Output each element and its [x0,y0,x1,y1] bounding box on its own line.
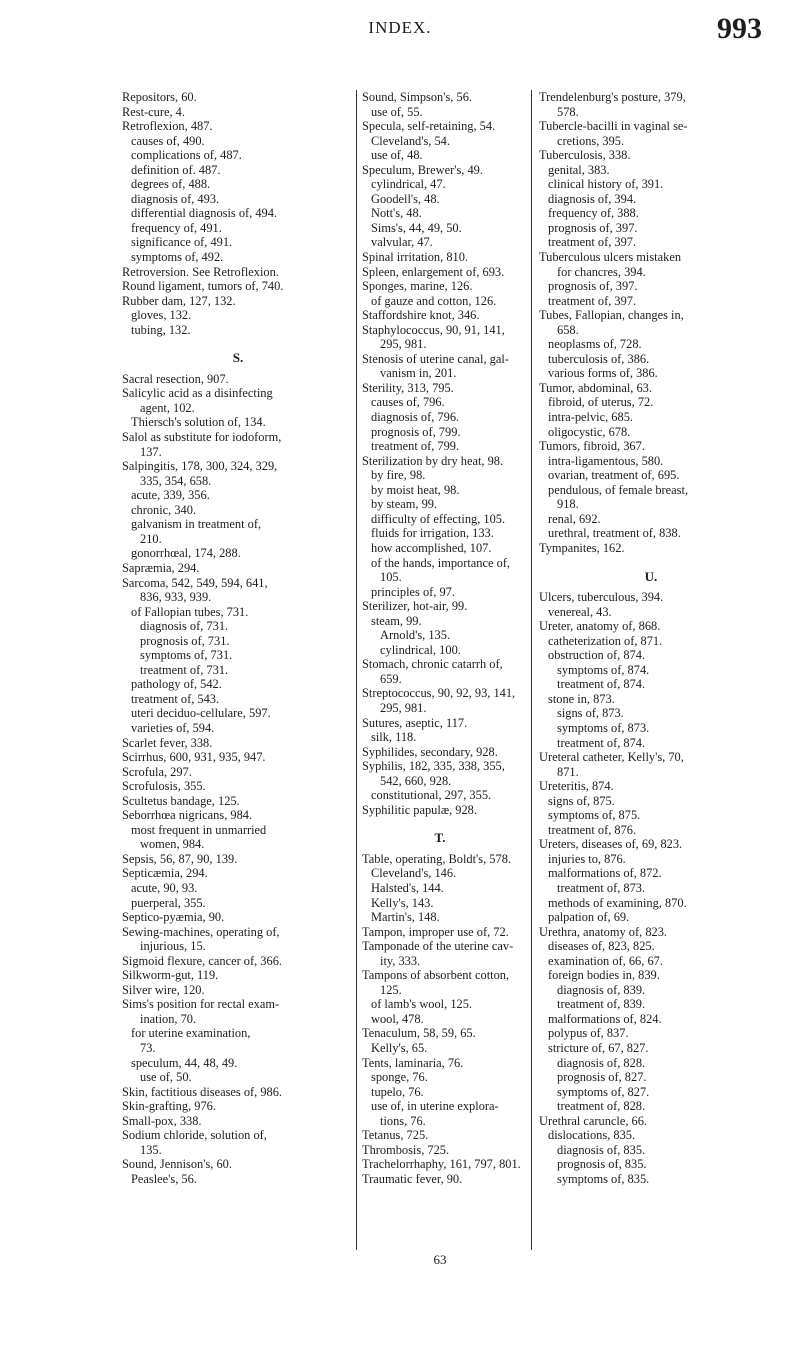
index-entry: Tumor, abdominal, 63. [539,380,652,395]
index-entry: Silkworm-gut, 119. [122,968,219,983]
column-divider [531,90,532,1250]
index-entry: Sterilizer, hot-air, 99. [362,599,468,614]
index-subentry: diagnosis of, 835. [557,1142,646,1157]
index-subentry: diseases of, 823, 825. [548,939,655,954]
index-subentry: sponge, 76. [371,1070,428,1085]
index-entry: Sewing-machines, operating of, [122,924,280,939]
index-subentry: 137. [140,444,162,459]
index-subentry: prognosis of, 397. [548,279,638,294]
index-subentry: frequency of, 388. [548,206,639,221]
index-subentry: of gauze and cotton, 126. [371,293,497,308]
index-subentry: pathology of, 542. [131,677,222,692]
index-subentry: of lamb's wool, 125. [371,997,473,1012]
index-subentry: silk, 118. [371,730,417,745]
index-entry: Septico-pyæmia, 90. [122,910,225,925]
index-subentry: cylindrical, 47. [371,177,446,192]
index-subentry: signs of, 875. [548,793,615,808]
index-subentry: injurious, 15. [140,939,206,954]
index-subentry: 105. [380,570,402,585]
index-entry: Scrofula, 297. [122,764,192,779]
index-entry: Ureteral catheter, Kelly's, 70, [539,750,684,765]
index-subentry: cylindrical, 100. [380,642,461,657]
page-header [0,0,800,50]
index-subentry: significance of, 491. [131,235,233,250]
index-subentry: of Fallopian tubes, 731. [131,604,249,619]
index-entry: Scrofulosis, 355. [122,779,206,794]
index-entry: Tenaculum, 58, 59, 65. [362,1026,476,1041]
index-subentry: palpation of, 69. [548,910,630,925]
index-subentry: wool, 478. [371,1011,424,1026]
index-entry: Sims's position for rectal exam- [122,997,280,1012]
running-title: INDEX. [368,18,432,37]
index-entry: Ureters, diseases of, 69, 823. [539,837,683,852]
index-subentry: for chancres, 394. [557,264,646,279]
index-subentry: various forms of, 386. [548,366,658,381]
index-subentry: diagnosis of, 731. [140,619,229,634]
index-subentry: treatment of, 876. [548,822,637,837]
index-subentry: Nott's, 48. [371,206,422,221]
index-entry: Sacral resection, 907. [122,371,229,386]
index-entry: Tubes, Fallopian, changes in, [539,308,684,323]
index-entry: Tuberculosis, 338. [539,148,631,163]
index-entry: Ulcers, tuberculous, 394. [539,590,664,605]
index-subentry: puerperal, 355. [131,895,206,910]
index-subentry: principles of, 97. [371,584,455,599]
index-subentry: stricture of, 67, 827. [548,1041,649,1055]
index-subentry: 578. [557,104,579,119]
index-subentry: obstruction of, 874. [548,648,646,663]
index-entry: Trachelorrhaphy, 161, 797, 801. [362,1157,521,1172]
index-entry: Repositors, 60. [122,90,197,104]
index-subentry: treatment of, 397. [548,235,637,250]
index-subentry: by steam, 99. [371,497,438,512]
index-entry: Rest-cure, 4. [122,104,185,119]
index-subentry: Kelly's, 143. [371,895,434,910]
index-subentry: tupelo, 76. [371,1084,424,1099]
index-column-2 [362,90,521,1186]
index-subentry: varieties of, 594. [131,720,215,735]
index-subentry: symptoms of, 492. [131,250,224,265]
index-subentry: causes of, 796. [371,395,445,410]
index-subentry: fibroid, of uterus, 72. [548,395,654,410]
index-subentry: prognosis of, 731. [140,633,230,648]
index-subentry: injuries to, 876. [548,851,626,866]
index-subentry: intra-ligamentous, 580. [548,453,664,468]
index-entry: Tuberculous ulcers mistaken [539,250,682,265]
index-subentry: 871. [557,764,579,779]
index-entry: Rubber dam, 127, 132. [122,293,236,308]
index-subentry: use of, 50. [140,1070,192,1085]
index-entry: Scirrhus, 600, 931, 935, 947. [122,750,266,765]
index-column-1 [122,90,354,1186]
index-subentry: symptoms of, 875. [548,808,641,823]
index-entry: Sutures, aseptic, 117. [362,715,468,730]
index-subentry: 836, 933, 939. [140,590,212,605]
index-subentry: 658. [557,322,579,337]
index-subentry: treatment of, 874. [557,735,646,750]
index-entry: Salpingitis, 178, 300, 324, 329, [122,459,278,474]
index-subentry: clinical history of, 391. [548,177,664,192]
index-subentry: valvular, 47. [371,235,433,250]
index-subentry: how accomplished, 107. [371,540,492,555]
index-subentry: 295, 981. [380,700,427,715]
index-entry: Seborrhœa nigricans, 984. [122,808,253,823]
index-subentry: vanism in, 201. [380,366,457,381]
signature-number: 63 [433,1252,447,1267]
index-entry: Urethra, anatomy of, 823. [539,924,667,939]
index-subentry: ity, 333. [380,953,421,968]
index-subentry: complications of, 487. [131,148,242,163]
index-entry: Sodium chloride, solution of, [122,1128,267,1143]
index-subentry: malformations of, 824. [548,1011,662,1026]
index-subentry: 295, 981. [380,337,427,352]
index-entry: Stomach, chronic catarrh of, [362,657,503,672]
index-subentry: polypus of, 837. [548,1026,629,1041]
index-entry: Sigmoid flexure, cancer of, 366. [122,953,282,968]
index-subentry: tubing, 132. [131,322,191,337]
index-entry: Sound, Simpson's, 56. [362,90,472,104]
index-subentry: ination, 70. [140,1011,197,1026]
index-subentry: 135. [140,1142,162,1157]
index-subentry: treatment of, 397. [548,293,637,308]
index-entry: Staffordshire knot, 346. [362,308,480,323]
index-subentry: of the hands, importance of, [371,555,511,570]
index-entry: Small-pox, 338. [122,1113,202,1128]
index-subentry: tuberculosis of, 386. [548,351,650,366]
index-entry: Speculum, Brewer's, 49. [362,162,483,177]
index-subentry: malformations of, 872. [548,866,662,881]
index-entry: Tampon, improper use of, 72. [362,924,509,939]
index-subentry: steam, 99. [371,613,422,628]
index-entry: Tents, laminaria, 76. [362,1055,464,1070]
index-subentry: prognosis of, 835. [557,1157,647,1172]
index-subentry: diagnosis of, 796. [371,410,460,425]
index-subentry: treatment of, 874. [557,677,646,692]
index-subentry: symptoms of, 835. [557,1171,650,1186]
index-entry: Tympanites, 162. [539,540,625,555]
index-subentry: stone in, 873. [548,691,615,706]
index-subentry: use of, 55. [371,104,423,119]
index-subentry: gonorrhœal, 174, 288. [131,546,241,561]
index-subentry: 335, 354, 658. [140,473,212,488]
index-subentry: treatment of, 873. [557,880,646,895]
index-entry: Specula, self-retaining, 54. [362,119,496,134]
index-entry: Stenosis of uterine canal, gal- [362,351,509,366]
index-subentry: examination of, 66, 67. [548,953,663,968]
index-entry: Retroversion. See Retroflexion. [122,264,279,279]
index-subentry: 659. [380,671,402,686]
index-entry: Streptococcus, 90, 92, 93, 141, [362,686,516,701]
index-subentry: oligocystic, 678. [548,424,631,439]
index-subentry: 210. [140,531,162,546]
index-subentry: symptoms of, 874. [557,662,650,677]
index-subentry: Sims's, 44, 49, 50. [371,220,462,235]
index-subentry: pendulous, of female breast, [548,482,689,497]
index-entry: Sterilization by dry heat, 98. [362,453,504,468]
index-subentry: cretions, 395. [557,133,625,148]
index-entry: Tampons of absorbent cotton, [362,968,510,983]
index-subentry: causes of, 490. [131,133,205,148]
index-subentry: by fire, 98. [371,468,426,483]
index-subentry: treatment of, 839. [557,997,646,1012]
index-subentry: speculum, 44, 48, 49. [131,1055,238,1070]
section-letter: S. [232,350,244,366]
index-subentry: diagnosis of, 394. [548,191,637,206]
index-subentry: treatment of, 731. [140,662,229,677]
index-subentry: neoplasms of, 728. [548,337,642,352]
index-subentry: methods of examining, 870. [548,895,687,910]
index-subentry: galvanism in treatment of, [131,517,262,532]
index-entry: Trendelenburg's posture, 379, [539,90,686,104]
index-subentry: renal, 692. [548,511,601,526]
index-column-3 [539,90,763,1186]
index-subentry: 542, 660, 928. [380,773,452,788]
index-entry: Table, operating, Boldt's, 578. [362,851,511,866]
index-entry: Round ligament, tumors of, 740. [122,279,284,294]
index-entry: Urethral caruncle, 66. [539,1113,648,1128]
index-subentry: treatment of, 543. [131,691,220,706]
index-subentry: venereal, 43. [548,604,612,619]
index-subentry: intra-pelvic, 685. [548,410,633,425]
index-entry: Sponges, marine, 126. [362,279,473,294]
index-subentry: most frequent in unmarried [131,822,267,837]
index-entry: Thrombosis, 725. [362,1142,450,1157]
index-entry: Sepsis, 56, 87, 90, 139. [122,851,238,866]
index-subentry: use of, 48. [371,148,423,163]
index-subentry: Goodell's, 48. [371,191,440,206]
index-subentry: 73. [140,1041,156,1055]
index-subentry: Thiersch's solution of, 134. [131,415,266,430]
index-entry: Sapræmia, 294. [122,560,200,575]
index-subentry: symptoms of, 731. [140,648,233,663]
index-subentry: symptoms of, 873. [557,720,650,735]
signature-mark [0,1252,800,1268]
index-entry: Salicylic acid as a disinfecting [122,386,273,401]
index-subentry: diagnosis of, 493. [131,191,220,206]
index-subentry: by moist heat, 98. [371,482,460,497]
index-entry: Tamponade of the uterine cav- [362,939,514,954]
index-entry: Syphilis, 182, 335, 338, 355, [362,759,505,774]
index-subentry: tions, 76. [380,1113,426,1128]
index-entry: Tetanus, 725. [362,1128,429,1143]
index-subentry: Cleveland's, 54. [371,133,450,148]
index-subentry: degrees of, 488. [131,177,211,192]
index-subentry: catheterization of, 871. [548,633,663,648]
index-entry: Salol as substitute for iodoform, [122,430,282,445]
index-subentry: gloves, 132. [131,308,192,323]
index-subentry: acute, 90, 93. [131,880,198,895]
index-subentry: foreign bodies in, 839. [548,968,660,983]
index-subentry: Kelly's, 65. [371,1041,428,1055]
index-subentry: difficulty of effecting, 105. [371,511,506,526]
index-subentry: use of, in uterine explora- [371,1099,499,1114]
index-subentry: diagnosis of, 828. [557,1055,646,1070]
index-subentry: 125. [380,982,402,997]
index-entry: Spleen, enlargement of, 693. [362,264,505,279]
index-subentry: ovarian, treatment of, 695. [548,468,680,483]
index-subentry: women, 984. [140,837,205,852]
index-subentry: Peaslee's, 56. [131,1171,197,1186]
index-subentry: treatment of, 828. [557,1099,646,1114]
index-subentry: prognosis of, 827. [557,1070,647,1085]
index-subentry: chronic, 340. [131,502,197,517]
index-subentry: dislocations, 835. [548,1128,636,1143]
index-entry: Scarlet fever, 338. [122,735,213,750]
section-letter: U. [644,568,658,584]
index-entry: Sterility, 313, 795. [362,380,454,395]
index-subentry: diagnosis of, 839. [557,982,646,997]
index-entry: Syphilides, secondary, 928. [362,744,498,759]
index-subentry: symptoms of, 827. [557,1084,650,1099]
index-entry: Septicæmia, 294. [122,866,208,881]
index-subentry: constitutional, 297, 355. [371,788,492,803]
index-entry: Skin-grafting, 976. [122,1099,216,1114]
index-entry: Tubercle-bacilli in vaginal se- [539,119,688,134]
index-subentry: fluids for irrigation, 133. [371,526,494,541]
index-subentry: Martin's, 148. [371,910,440,925]
index-subentry: for uterine examination, [131,1026,251,1041]
index-entry: Ureter, anatomy of, 868. [539,619,661,634]
index-entry: Spinal irritation, 810. [362,250,468,265]
index-entry: Retroflexion, 487. [122,119,213,134]
section-letter: T. [434,830,446,846]
index-subentry: Arnold's, 135. [380,628,451,643]
index-subentry: Cleveland's, 146. [371,866,457,881]
page-number: 993 [717,12,762,45]
index-subentry: Halsted's, 144. [371,880,444,895]
index-subentry: signs of, 873. [557,706,624,721]
column-divider [356,90,357,1250]
index-entry: Skin, factitious diseases of, 986. [122,1084,283,1099]
index-subentry: acute, 339, 356. [131,488,210,503]
index-entry: Tumors, fibroid, 367. [539,439,645,454]
index-entry: Silver wire, 120. [122,982,205,997]
index-subentry: agent, 102. [140,400,195,415]
index-subentry: differential diagnosis of, 494. [131,206,278,221]
index-entry: Sarcoma, 542, 549, 594, 641, [122,575,268,590]
index-subentry: treatment of, 799. [371,439,460,454]
index-subentry: frequency of, 491. [131,220,222,235]
index-entry: Sound, Jennison's, 60. [122,1157,232,1172]
index-subentry: prognosis of, 397. [548,220,638,235]
index-entry: Staphylococcus, 90, 91, 141, [362,322,505,337]
index-subentry: definition of. 487. [131,162,221,177]
index-subentry: urethral, treatment of, 838. [548,526,681,541]
index-entry: Ureteritis, 874. [539,779,614,794]
index-subentry: genital, 383. [548,162,610,177]
index-subentry: uteri deciduo-cellulare, 597. [131,706,271,721]
index-entry: Syphilitic papulæ, 928. [362,802,477,817]
index-entry: Traumatic fever, 90. [362,1171,463,1186]
index-entry: Scultetus bandage, 125. [122,793,240,808]
index-subentry: prognosis of, 799. [371,424,461,439]
index-subentry: 918. [557,497,579,512]
